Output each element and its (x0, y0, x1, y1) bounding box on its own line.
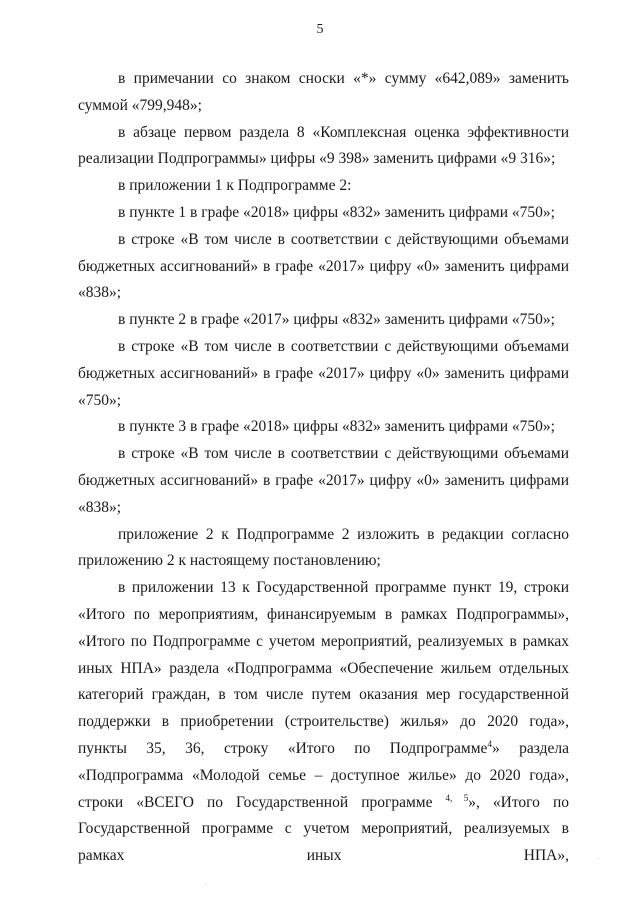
footnote-marker-4-5: 4, 5 (445, 792, 469, 803)
footnote-marker-4: 4 (487, 738, 492, 749)
paragraph-row-item-1: в строке «В том числе в соответствии с действующими объемами бюджетных ассигнований» в графе «2017» цифру «0» заменить цифрами «838»; (78, 230, 569, 302)
paragraph-row-item-3: в строке «В том числе в соответствии с действующими объемами бюджетных ассигнований» в графе «2017» цифру «0» заменить цифрами «838»; (78, 445, 569, 516)
paragraph-appendix-13 (78, 575, 569, 870)
paragraph-item-2: в пункте 2 в графе «2017» цифры «832» заменить цифрами «750»; (118, 311, 555, 329)
paragraph-item-1: в пункте 1 в графе «2018» цифры «832» заменить цифрами «750»; (118, 203, 555, 221)
scan-speck (597, 858, 598, 859)
paragraph-item-3: в пункте 3 в графе «2018» цифры «832» заменить цифрами «750»; (118, 418, 555, 436)
appendix-13-text-part-3: », «Итого по Государственной программе с учетом мероприятий, реализуемых в рамках иных НПА», (78, 793, 570, 865)
paragraph-appendix-2: приложение 2 к Подпрограмме 2 изложить в редакции согласно приложению 2 к настоящему постановлению; (78, 525, 569, 570)
scan-speck (205, 884, 206, 885)
document-body (78, 66, 569, 870)
paragraph-appendix-1: в приложении 1 к Подпрограмме 2: (118, 177, 352, 195)
paragraph-footnote-sum: в примечании со знаком сноски «*» сумму «642,089» заменить суммой «799,948»; (78, 70, 569, 114)
paragraph-section-8: в абзаце первом раздела 8 «Комплексная оценка эффективности реализации Подпрограммы» цифры «9 398» заменить цифрами «9 316»; (78, 123, 569, 168)
page-number: 5 (316, 22, 324, 37)
appendix-13-text-part-2: » раздела «Подпрограмма «Молодой семье – доступное жилье» до 2020 года», строки «ВСЕГО по Государственной программе (78, 739, 569, 811)
paragraph-row-item-2: в строке «В том числе в соответствии с действующими объемами бюджетных ассигнований» в графе «2017» цифру «0» заменить цифрами «750»; (78, 337, 569, 409)
appendix-13-text-part-1: в приложении 13 к Государственной программе пункт 19, строки «Итого по мероприятиям, финансируемым в рамках Подпрограммы», «Итого по Подпрограмме с учетом мероприятий, реализуемых в рамках иных НПА» раздела «Подпрограмма «Обеспечение жильем отдельных категорий граждан, в том числе путем оказания мер государственной поддержки в приобретении (строительстве) жилья» до 2020 года», пункты 35, 36, строку «Итого по Подпрограмме (78, 579, 569, 757)
